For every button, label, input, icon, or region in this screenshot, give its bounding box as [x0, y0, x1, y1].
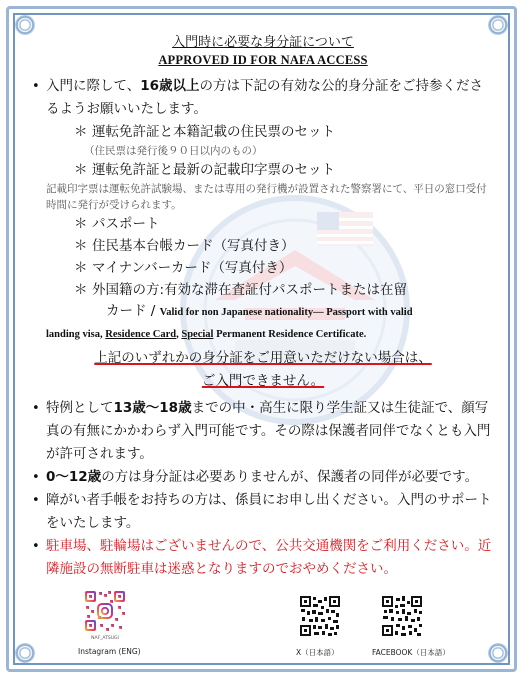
- notice-content: [32, 34, 494, 581]
- social-footer: [0, 588, 525, 658]
- id-item-passport: [32, 213, 494, 235]
- intro-text: 入門に際して、: [46, 78, 141, 94]
- x-qr-code[interactable]: [299, 595, 341, 637]
- foreign-en-line1: Valid for non Japanese nationality— Passport with valid: [159, 307, 413, 318]
- disability-bullet: • 障がい者手帳をお持ちの方は、係員にお申し出ください。入門のサポートをいたします。: [32, 489, 494, 535]
- id-item-label: 運転免許証と本籍記載の住民票のセット: [92, 124, 335, 140]
- intro-age-bold: 16歳以上: [140, 78, 200, 94]
- id-item-license-record: [32, 159, 494, 181]
- qr-code-icon: [381, 595, 423, 637]
- foreign-card-text: カード /: [106, 303, 160, 319]
- foreign-en-line3: Permanent Residence Certificate.: [213, 329, 367, 340]
- warning-line-1: 上記のいずれかの身分証をご用意いただけない場合は、: [94, 350, 432, 366]
- foreign-en-sep: ,: [176, 329, 182, 340]
- warning-notice: [32, 347, 494, 393]
- id-item-mynumber: [32, 257, 494, 279]
- id-item-label: 住民基本台帳カード（写真付き）: [92, 238, 295, 254]
- intro-bullet: [32, 75, 494, 121]
- corner-ornament: [15, 15, 35, 35]
- star-marker: ＊: [74, 124, 88, 140]
- foreign-en-line2: landing visa,: [46, 329, 106, 340]
- instagram-handle: NAF_ATSUGI: [91, 636, 119, 641]
- star-marker: ＊: [74, 282, 88, 298]
- minor-age-bold: 13歳～18歳: [113, 400, 192, 416]
- id-item-label: パスポート: [92, 216, 160, 232]
- minor-text: 特例として: [46, 400, 114, 416]
- id-item-label: 運転免許証と最新の記載印字票のセット: [92, 162, 335, 178]
- parking-bullet: • 駐車場、駐輪場はございませんので、公共交通機関をご利用ください。近隣施設の無断駐車は迷惑となりますのでおやめください。: [32, 535, 494, 581]
- child-bullet: [32, 466, 494, 489]
- id-item-resident-card: [32, 235, 494, 257]
- minor-text-rest: までの中・高生に限り学生証又は生徒証で、顔写真の有無にかかわらず入門可能です。その際は保護者同伴でなくとも入門が許可されます。: [46, 400, 491, 462]
- x-caption: X（日本語）: [296, 648, 339, 657]
- star-marker: ＊: [74, 162, 88, 178]
- id-item-label: マイナンバーカード（写真付き）: [92, 260, 293, 276]
- star-marker: ＊: [74, 260, 88, 276]
- instagram-qr-icon: [82, 588, 128, 634]
- note-license-record: 記載印字票は運転免許試験場、または専用の発行機が設置された警察署にて、平日の窓口受付時間に発行が受けられます。: [46, 183, 487, 211]
- facebook-caption: FACEBOOK（日本語）: [372, 648, 450, 657]
- intro-text-rest: の方は下記の有効な公的身分証をご持参くださるようお願いいたします。: [46, 78, 484, 117]
- child-text: の方は身分証は必要ありませんが、保護者の同伴が必要です。: [101, 469, 479, 485]
- foreign-en-residence-card: Residence Card: [105, 329, 177, 340]
- instagram-caption: Instagram (ENG): [78, 647, 141, 656]
- id-item-license-residence: [32, 121, 494, 143]
- foreign-en-special: Special: [181, 329, 214, 340]
- instagram-qr-code[interactable]: [82, 588, 128, 634]
- child-age-bold: 0～12歳: [46, 469, 102, 485]
- star-marker: ＊: [74, 238, 88, 254]
- page-title: 入門時に必要な身分証について: [172, 35, 354, 50]
- corner-ornament: [488, 15, 508, 35]
- warning-line-2: ご入門できません。: [201, 373, 325, 389]
- page-title-en: APPROVED ID FOR NAFA ACCESS: [158, 53, 368, 67]
- qr-code-icon: [299, 595, 341, 637]
- facebook-qr-code[interactable]: [381, 595, 423, 637]
- star-marker: ＊: [74, 216, 88, 232]
- id-item-label: 外国籍の方:: [92, 282, 165, 298]
- minor-bullet: [32, 397, 494, 466]
- note-residence: （住民票は発行後９０日以内のもの）: [84, 145, 263, 157]
- foreign-id-details: [32, 301, 494, 345]
- foreign-id-text: 有効な滞在査証付パスポートまたは在留: [164, 282, 408, 298]
- id-item-foreign: [32, 279, 494, 301]
